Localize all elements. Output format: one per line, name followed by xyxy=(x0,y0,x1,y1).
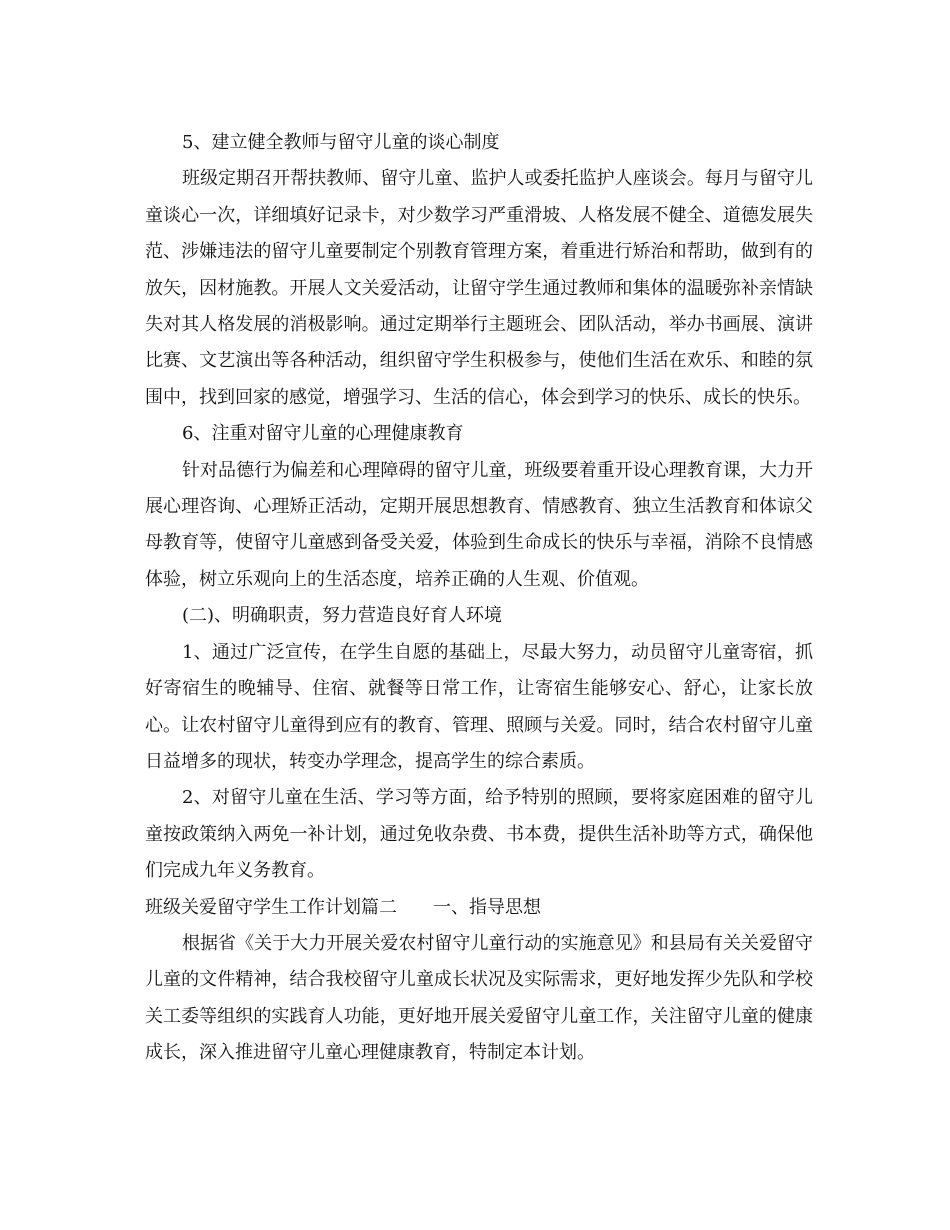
body-paragraph: 班级定期召开帮扶教师、留守儿童、监护人或委托监护人座谈会。每月与留守儿童谈心一次，详细填好记录卡，对少数学习严重滑坡、人格发展不健全、道德发展失范、涉嫌违法的留守儿童要制定个别教育管理方案，着重进行矫治和帮助，做到有的放矢，因材施教。开展人文关爱活动，让留守学生通过教师和集体的温暖弥补亲情缺失对其人格发展的消极影响。通过定期举行主题班会、团队活动，举办书画展、演讲比赛、文艺演出等各种活动，组织留守学生积极参与，使他们生活在欢乐、和睦的氛围中，找到回家的感觉，增强学习、生活的信心，体会到学习的快乐、成长的快乐。 xyxy=(145,168,813,408)
section-heading-5: 5、建立健全教师与留守儿童的谈心制度 xyxy=(182,132,500,153)
section-heading-part-2: (二)、明确职责，努力营造良好育人环境 xyxy=(182,605,503,627)
guiding-ideology-heading: 一、指导思想 xyxy=(433,896,541,918)
body-paragraph: 2、对留守儿童在生活、学习等方面，给予特别的照顾，要将家庭困难的留守儿童按政策纳入两免一补计划，通过免收杂费、书本费，提供生活补助等方式，确保他们完成九年义务教育。 xyxy=(145,787,813,882)
section-heading-6: 6、注重对留守儿童的心理健康教育 xyxy=(182,423,464,445)
plan-title-line xyxy=(145,890,813,926)
body-paragraph: 1、通过广泛宣传，在学生自愿的基础上，尽最大努力，动员留守儿童寄宿，抓好寄宿生的晚辅导、住宿、就餐等日常工作，让寄宿生能够安心、舒心，让家长放心。让农村留守儿童得到应有的教育、管理、照顾与关爱。同时，结合农村留守儿童日益增多的现状，转变办学理念，提高学生的综合素质。 xyxy=(145,641,813,772)
plan-title: 班级关爱留守学生工作计划篇二 xyxy=(145,896,397,918)
document-body xyxy=(145,125,813,1072)
body-paragraph: 针对品德行为偏差和心理障碍的留守儿童，班级要着重开设心理教育课，大力开展心理咨询、心理矫正活动，定期开展思想教育、情感教育、独立生活教育和体谅父母教育等，使留守儿童感到备受关爱，体验到生命成长的快乐与幸福，消除不良情感体验，树立乐观向上的生活态度，培养正确的人生观、价值观。 xyxy=(145,459,813,590)
body-paragraph: 根据省《关于大力开展关爱农村留守儿童行动的实施意见》和县局有关关爱留守儿童的文件精神，结合我校留守儿童成长状况及实际需求，更好地发挥少先队和学校关工委等组织的实践育人功能，更好地开展关爱留守儿童工作，关注留守儿童的健康成长，深入推进留守儿童心理健康教育，特制定本计划。 xyxy=(145,932,813,1064)
